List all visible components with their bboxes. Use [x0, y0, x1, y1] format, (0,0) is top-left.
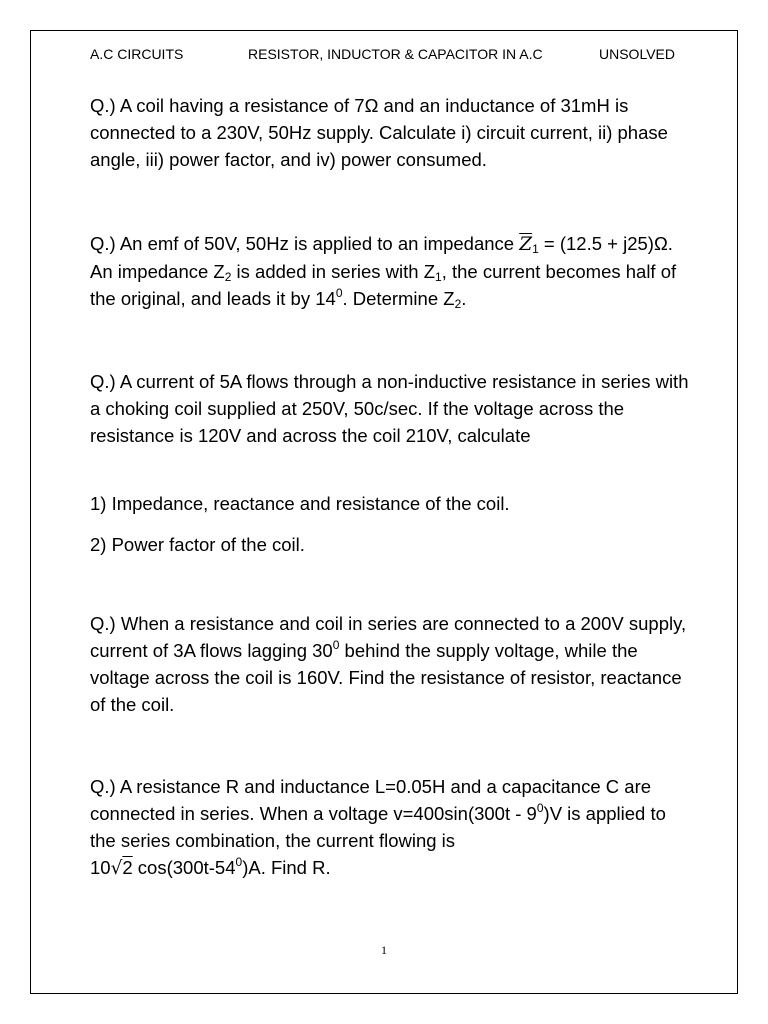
question-text-part: , the current becomes half of the original, and leads it by 14	[90, 261, 677, 309]
header-right: UNSOLVED	[599, 46, 675, 62]
question-prefix: Q.)	[90, 371, 116, 392]
question-2	[90, 230, 690, 312]
question-text-part: A resistance R and inductance L=0.05H and a capacitance C are connected in series. When a voltage v=400sin(300t - 9	[90, 776, 652, 824]
page-number: 1	[381, 943, 387, 957]
question-4	[90, 610, 690, 718]
degree-superscript: 0	[332, 638, 340, 652]
question-text-part: . Determine Z	[342, 288, 455, 309]
question-5	[90, 773, 690, 882]
question-prefix: Q.)	[90, 95, 116, 116]
question-text-part: An emf of 50V, 50Hz is applied to an impedance	[119, 233, 520, 254]
impedance-z1-symbol: $\overline{Z}$	[519, 234, 533, 255]
question-text: A current of 5A flows through a non-inductive resistance in series with a choking coil supplied at 250V, 50c/sec. If the voltage across the resistance is 120V and across the coil 210V, calculate	[90, 371, 689, 446]
question-text-part: behind the supply voltage, while the voltage across the coil is 160V. Find the resistance of resistor, reactance of the coil.	[90, 640, 682, 715]
question-text-part: When a resistance and coil in series are connected to a 200V supply, current of 3A flows lagging 30	[90, 613, 687, 661]
subscript: 1	[532, 242, 539, 256]
question-3-item-2: 2) Power factor of the coil.	[90, 534, 305, 555]
question-3	[90, 368, 690, 449]
question-1	[90, 92, 690, 173]
page-header	[0, 45, 768, 65]
header-left: A.C CIRCUITS	[90, 46, 184, 62]
question-text: A coil having a resistance of 7Ω and an inductance of 31mH is connected to a 230V, 50Hz supply. Calculate i) circuit current, ii) phase angle, iii) power factor, and iv) power consumed.	[90, 95, 668, 170]
question-text-part: cos(300t-54	[132, 857, 236, 878]
subscript: 1	[435, 270, 442, 284]
degree-superscript: 0	[536, 801, 544, 815]
question-text-part: = (12.5 + j25)Ω. An impedance Z	[90, 233, 673, 282]
square-root-argument: 2	[122, 857, 133, 878]
subscript: 2	[224, 270, 232, 284]
degree-superscript: 0	[235, 855, 243, 869]
current-coefficient: 10	[90, 857, 111, 878]
question-text-part: )A. Find R.	[242, 857, 331, 878]
question-prefix: Q.)	[90, 776, 116, 797]
square-root-sign: √	[110, 858, 123, 879]
degree-superscript: 0	[335, 286, 343, 300]
subscript: 2	[454, 297, 462, 311]
question-3-item-1: 1) Impedance, reactance and resistance of the coil.	[90, 493, 510, 514]
question-text-part: .	[461, 288, 467, 309]
question-text-part: )V is applied to the series combination, the current flowing is	[90, 803, 666, 851]
question-prefix: Q.)	[90, 233, 116, 254]
question-text-part: is added in series with Z	[231, 261, 435, 282]
question-prefix: Q.)	[90, 613, 116, 634]
header-center: RESISTOR, INDUCTOR & CAPACITOR IN A.C	[248, 46, 543, 62]
